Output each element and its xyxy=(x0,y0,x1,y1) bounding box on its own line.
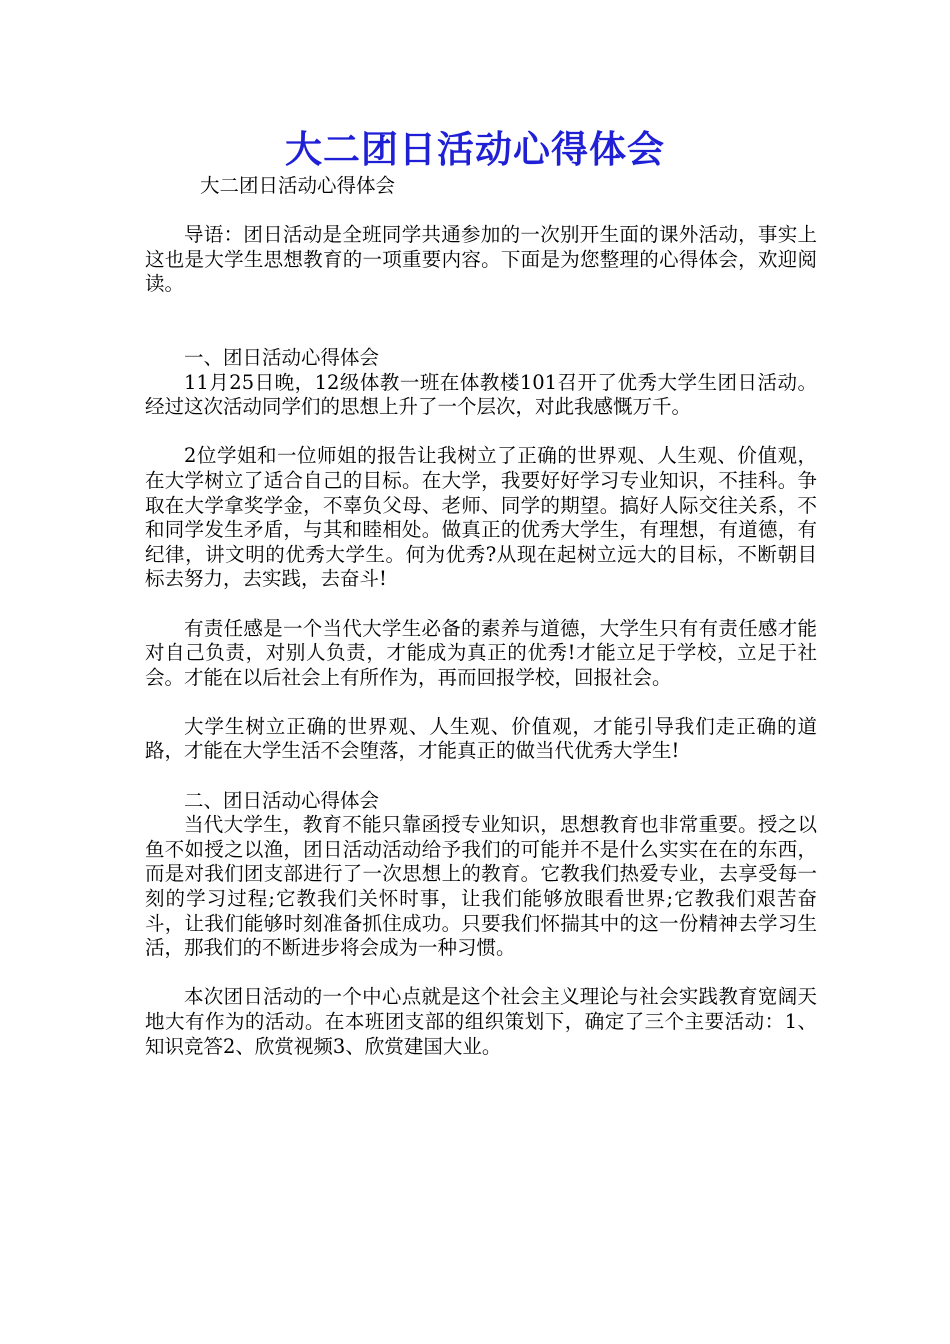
paragraph: 有责任感是一个当代大学生必备的素养与道德，大学生只有有责任感才能对自己负责，对别人负责，才能成为真正的优秀!才能立足于学校，立足于社会。才能在以后社会上有所作为，再而回报学校，回报社会。 xyxy=(145,616,817,689)
section-heading-2: 二、团日活动心得体会 xyxy=(184,788,380,812)
paragraph: 大学生树立正确的世界观、人生观、价值观，才能引导我们走正确的道路，才能在大学生活不会堕落，才能真正的做当代优秀大学生! xyxy=(145,714,817,763)
document-title: 大二团日活动心得体会 xyxy=(285,128,665,171)
spacer xyxy=(145,690,817,715)
document-subtitle: 大二团日活动心得体会 xyxy=(200,174,396,197)
paragraph: 11月25日晚，12级体教一班在体教楼101召开了优秀大学生团日活动。经过这次活动同学们的思想上升了一个层次，对此我感慨万千。 xyxy=(145,370,817,419)
section-heading-1: 一、团日活动心得体会 xyxy=(184,345,380,369)
spacer xyxy=(145,961,817,986)
paragraph: 本次团日活动的一个中心点就是这个社会主义理论与社会实践教育宽阔天地大有作为的活动。在本班团支部的组织策划下，确定了三个主要活动：1、知识竞答2、欣赏视频3、欣赏建国大业。 xyxy=(145,985,817,1058)
spacer xyxy=(145,592,817,617)
paragraph: 2位学姐和一位师姐的报告让我树立了正确的世界观、人生观、价值观，在大学树立了适合自己的目标。在大学，我要好好学习专业知识，不挂科。争取在大学拿奖学金，不辜负父母、老师、同学的期望。搞好人际交往关系，不和同学发生矛盾，与其和睦相处。做真正的优秀大学生，有理想，有道德，有纪律，讲文明的优秀大学生。何为优秀?从现在起树立远大的目标，不断朝目标去努力，去实践，去奋斗! xyxy=(145,444,817,591)
spacer xyxy=(145,199,817,224)
spacer xyxy=(145,764,817,789)
intro-paragraph: 导语：团日活动是全班同学共通参加的一次别开生面的课外活动，事实上这也是大学生思想教育的一项重要内容。下面是为您整理的心得体会，欢迎阅读。 xyxy=(145,223,817,296)
spacer xyxy=(145,420,817,445)
document-body xyxy=(145,174,817,1059)
paragraph: 当代大学生，教育不能只靠函授专业知识，思想教育也非常重要。授之以鱼不如授之以渔，团日活动活动给予我们的可能并不是什么实实在在的东西，而是对我们团支部进行了一次思想上的教育。它教我们热爱专业，去享受每一刻的学习过程;它教我们关怀时事，让我们能够放眼看世界;它教我们艰苦奋斗，让我们能够时刻准备抓住成功。只要我们怀揣其中的这一份精神去学习生活，那我们的不断进步将会成为一种习惯。 xyxy=(145,813,817,960)
spacer xyxy=(145,297,817,346)
